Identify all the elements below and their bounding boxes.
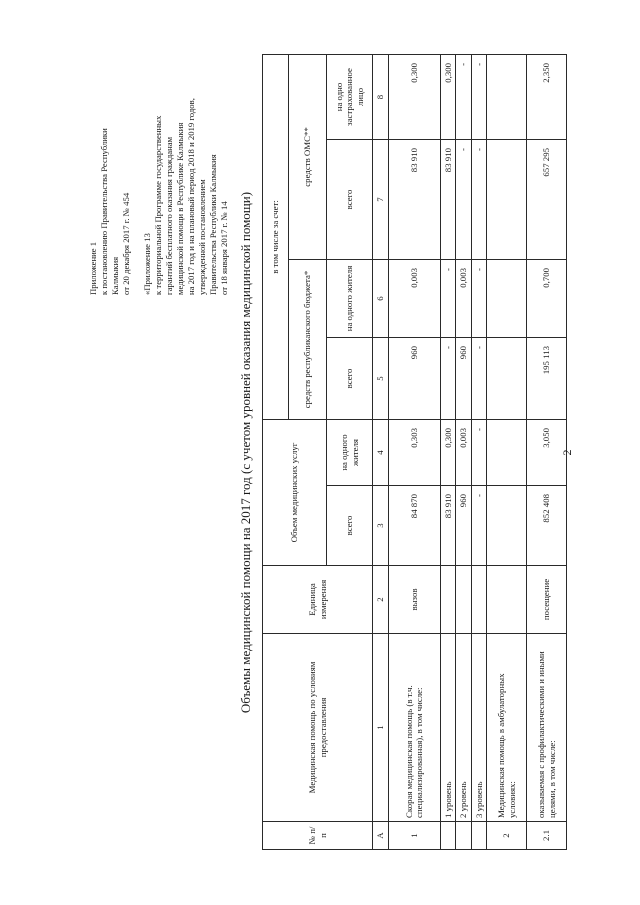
header-volume: Объем медицинских услуг xyxy=(263,420,327,566)
column-index: 4 xyxy=(373,420,389,486)
cell-budget-per xyxy=(487,260,527,338)
cell-volume-total: 83 910 xyxy=(440,486,456,566)
appendix-line: медицинской помощи в Республике Калмыкия xyxy=(175,122,185,295)
appendix-line: к постановлению Правительства Республики xyxy=(99,128,109,295)
cell-volume-total xyxy=(487,486,527,566)
cell-budget-total: - xyxy=(471,338,487,420)
cell-oms-per: 0,300 xyxy=(440,54,456,139)
page-number: 2 xyxy=(560,449,574,456)
table-row xyxy=(388,54,440,849)
cell-volume-per: 3,050 xyxy=(527,420,567,486)
cell-oms-per xyxy=(487,54,527,139)
cell-oms-per: - xyxy=(471,54,487,139)
row-unit xyxy=(471,566,487,634)
column-index: 2 xyxy=(373,566,389,634)
cell-oms-per: 0,300 xyxy=(388,54,440,139)
cell-oms-total: 83 910 xyxy=(440,140,456,260)
cell-budget-per: 0,700 xyxy=(527,260,567,338)
appendix-line: гарантий бесплатного оказания гражданам xyxy=(164,136,174,295)
header-budget-total: всего xyxy=(327,338,373,420)
cell-budget-per: - xyxy=(471,260,487,338)
header-care: Медицинская помощь по условиям предоставления xyxy=(263,634,373,822)
row-num xyxy=(471,822,487,850)
cell-budget-per: 0,003 xyxy=(456,260,472,338)
appendix-line: к территориальной Программе государственных xyxy=(153,115,163,295)
appendix-line: утвержденной постановлением xyxy=(197,179,207,295)
cell-oms-total: - xyxy=(456,140,472,260)
header-budget-per-resident: на одного жителя xyxy=(327,260,373,338)
column-index: 5 xyxy=(373,338,389,420)
row-unit xyxy=(456,566,472,634)
cell-budget-per: - xyxy=(440,260,456,338)
cell-oms-per: - xyxy=(456,54,472,139)
volumes-table xyxy=(262,54,567,850)
row-unit: вызов xyxy=(388,566,440,634)
row-name: оказываемая с профилактическими и иными целями, в том числе: xyxy=(527,634,567,822)
appendix-line: на 2017 год и на плановый период 2018 и 2019 годов, xyxy=(186,98,196,295)
cell-volume-per: 0,003 xyxy=(456,420,472,486)
row-num xyxy=(456,822,472,850)
header-num: № п/п xyxy=(263,822,373,850)
header-oms-per-insured: на одно застрахованное лицо xyxy=(327,54,373,139)
row-name: 2 уровень xyxy=(456,634,472,822)
row-num xyxy=(440,822,456,850)
row-unit xyxy=(487,566,527,634)
row-name: 1 уровень xyxy=(440,634,456,822)
column-index: 1 xyxy=(373,634,389,822)
cell-volume-per: 0,303 xyxy=(388,420,440,486)
document-title: Объемы медицинской помощи на 2017 год (с учетом уровней оказания медицинской помощи) xyxy=(238,191,253,714)
row-unit: посещение xyxy=(527,566,567,634)
appendix-line: Приложение 1 xyxy=(88,241,98,295)
cell-oms-total: 83 910 xyxy=(388,140,440,260)
cell-budget-total: 960 xyxy=(456,338,472,420)
cell-volume-total: 852 408 xyxy=(527,486,567,566)
header-budget: средств республиканского бюджета* xyxy=(289,260,327,420)
appendix-line: от 20 декабря 2017 г. № 454 xyxy=(121,192,131,295)
cell-budget-total xyxy=(487,338,527,420)
row-num: 2 xyxy=(487,822,527,850)
cell-volume-per: 0,300 xyxy=(440,420,456,486)
column-index: 7 xyxy=(373,140,389,260)
table-row xyxy=(487,54,527,849)
appendix-line: «Приложение 13 xyxy=(142,233,152,295)
row-name: Медицинская помощь в амбулаторных условиях: xyxy=(487,634,527,822)
cell-volume-total: 84 870 xyxy=(388,486,440,566)
cell-volume-total: - xyxy=(471,486,487,566)
column-index: 3 xyxy=(373,486,389,566)
row-name: 3 уровень xyxy=(471,634,487,822)
row-num: 1 xyxy=(388,822,440,850)
header-volume-total: всего xyxy=(327,486,373,566)
cell-volume-per: - xyxy=(471,420,487,486)
row-name: Скорая медицинская помощь (в т.ч. специализированная), в том числе: xyxy=(388,634,440,822)
appendix-block xyxy=(88,0,230,295)
cell-oms-total: 657 295 xyxy=(527,140,567,260)
table-row xyxy=(440,54,456,849)
cell-budget-total: - xyxy=(440,338,456,420)
header-volume-per-resident: на одного жителя xyxy=(327,420,373,486)
cell-budget-total: 960 xyxy=(388,338,440,420)
cell-oms-total: - xyxy=(471,140,487,260)
header-oms-total: всего xyxy=(327,140,373,260)
appendix-line: Правительства Республики Калмыкия xyxy=(208,154,218,295)
cell-budget-per: 0,003 xyxy=(388,260,440,338)
table-row xyxy=(471,54,487,849)
cell-volume-total: 960 xyxy=(456,486,472,566)
cell-oms-per: 2,350 xyxy=(527,54,567,139)
row-unit xyxy=(440,566,456,634)
header-including: в том числе за счет: xyxy=(263,54,289,419)
table-row xyxy=(456,54,472,849)
header-oms: средств ОМС** xyxy=(289,54,327,259)
cell-oms-total xyxy=(487,140,527,260)
column-index: 8 xyxy=(373,54,389,139)
column-index: 6 xyxy=(373,260,389,338)
column-index: А xyxy=(373,822,389,850)
appendix-line: от 18 января 2017 г. № 14 xyxy=(219,201,229,295)
row-num: 2.1 xyxy=(527,822,567,850)
cell-volume-per xyxy=(487,420,527,486)
cell-budget-total: 195 113 xyxy=(527,338,567,420)
appendix-line: Калмыкия xyxy=(110,256,120,295)
header-unit: Единица измерения xyxy=(263,566,373,634)
